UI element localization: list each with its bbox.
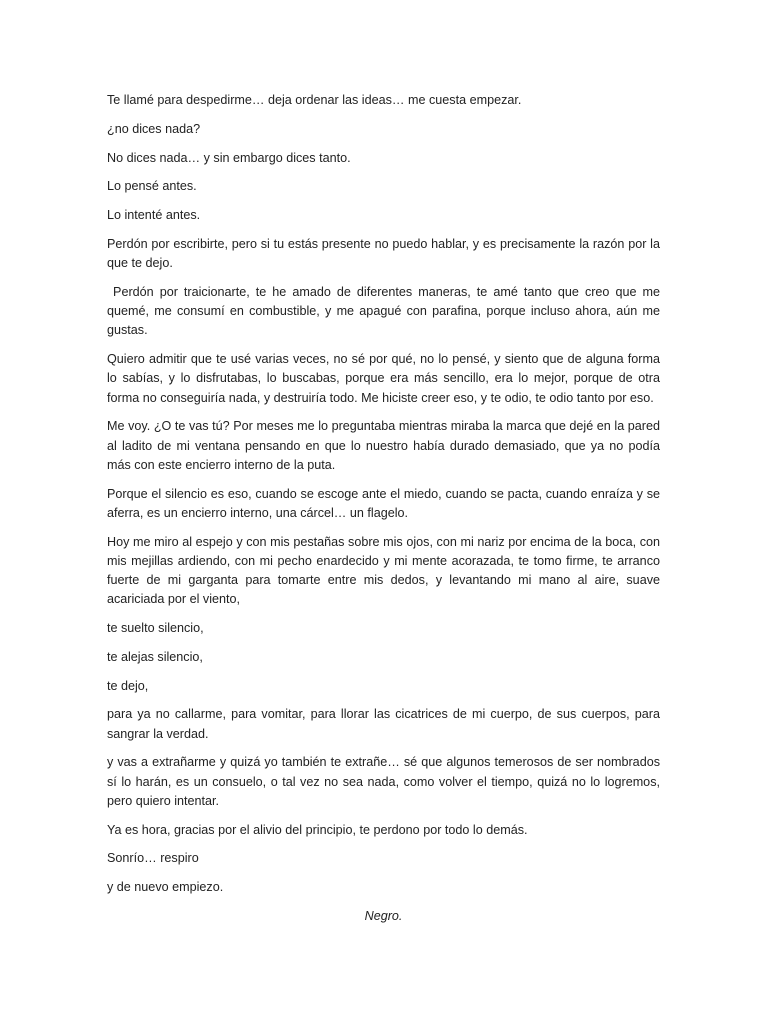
paragraph: Lo intenté antes. [107, 208, 201, 223]
paragraph: Quiero admitir que te usé varias veces, no sé por qué, no lo pensé, y siento que de alguna forma lo sabías, y lo disfrutabas, lo buscabas, porque era más sencillo, era lo mejor, porque de otra forma no conseguiría nada, y destruiría todo. Me hiciste creer eso, y te odio, te odio tanto por eso. [107, 352, 660, 405]
paragraph: Hoy me miro al espejo y con mis pestañas sobre mis ojos, con mi nariz por encima de la boca, con mis mejillas ardiendo, con mi pecho enardecido y mi mente acorazada, te tomo firme, te arranco fuerte de mi garganta para tomarte entre mis dedos, y levantando mi mano al aire, suave acariciada por el viento, [107, 534, 660, 607]
paragraph: y vas a extrañarme y quizá yo también te extrañe… sé que algunos temerosos de ser nombrados sí lo harán, es un consuelo, o tal vez no sea nada, como volver el tiempo, quizá no lo logremos, pero quiero intentar. [107, 755, 660, 808]
paragraph: ¿no dices nada? [107, 121, 201, 136]
paragraph: Porque el silencio es eso, cuando se escoge ante el miedo, cuando se pacta, cuando enraíza y se aferra, es un encierro interno, una cárcel… un flagelo. [107, 486, 660, 520]
paragraph: Me voy. ¿O te vas tú? Por meses me lo preguntaba mientras miraba la marca que dejé en la pared al ladito de mi ventana pensando en que lo nuestro había durado demasiado, que ya no podía más con este encierro interno de la puta. [107, 419, 660, 472]
paragraph: para ya no callarme, para vomitar, para llorar las cicatrices de mi cuerpo, de sus cuerpos, para sangrar la verdad. [107, 707, 660, 741]
paragraph: Perdón por traicionarte, te he amado de diferentes maneras, te amé tanto que creo que me quemé, me consumí en combustible, y me apagué con parafina, porque incluso ahora, aún me gustas. [107, 284, 664, 338]
paragraph: te alejas silencio, [107, 649, 203, 664]
letter-body [107, 91, 664, 926]
paragraph: Ya es hora, gracias por el alivio del principio, te perdono por todo lo demás. [107, 822, 528, 837]
paragraph: te suelto silencio, [107, 621, 204, 635]
paragraph: y de nuevo empiezo. [107, 880, 224, 895]
paragraph: te dejo, [107, 678, 149, 693]
paragraph: No dices nada… y sin embargo dices tanto. [107, 150, 351, 165]
paragraph: Lo pensé antes. [107, 179, 197, 194]
signature: Negro. [364, 908, 403, 923]
paragraph: Sonrío… respiro [107, 851, 199, 866]
paragraph: Perdón por escribirte, pero si tu estás presente no puedo hablar, y es precisamente la razón por la que te dejo. [107, 236, 660, 271]
paragraph: Te llamé para despedirme… deja ordenar las ideas… me cuesta empezar. [107, 93, 522, 107]
